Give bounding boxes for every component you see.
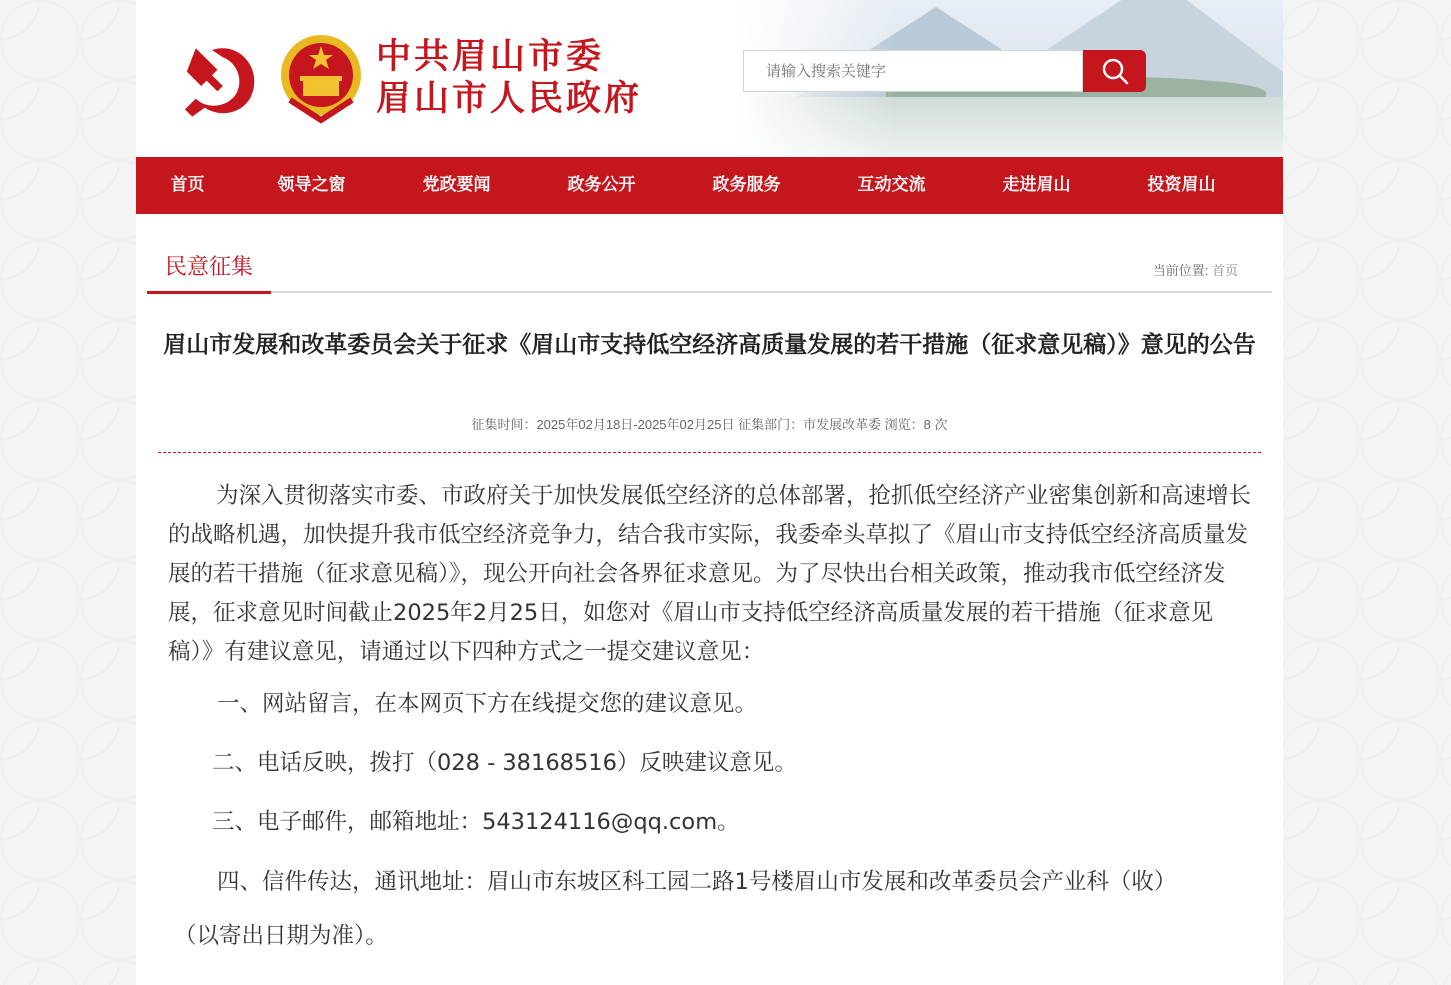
site-header [136,0,1283,157]
nav-item-news[interactable]: 党政要闻 [422,175,491,195]
site-title-line1: 中共眉山市委 [376,36,605,77]
main-nav [136,157,1283,214]
section-title: 民意征集 [147,250,271,294]
nav-item-leaders[interactable]: 领导之窗 [277,175,346,195]
site-title-line2: 眉山市人民政府 [376,78,643,119]
method-mail: 四、信件传达，通讯地址：眉山市东坡区科工园二路1号楼眉山市发展和改革委员会产业科（收） [217,869,1177,895]
breadcrumb-label: 当前位置: [1152,263,1209,278]
nav-item-about[interactable]: 走进眉山 [1002,175,1071,195]
article-meta: 征集时间：2025年02月18日-2025年02月25日 征集部门：市发展改革委 浏览：8 次 [471,417,948,432]
search-icon [1101,57,1129,85]
breadcrumb [1153,260,1238,279]
search-input[interactable] [743,50,1083,92]
party-emblem-icon [176,32,266,122]
article-intro: 为深入贯彻落实市委、市政府关于加快发展低空经济的总体部署，抢抓低空经济产业密集创新和高速增长的战略机遇，加快提升我市低空经济竞争力，结合我市实际，我委牵头草拟了《眉山市支持低空经济高质量发展的若干措施（征求意见稿）》，现公开向社会各界征求意见。为了尽快出台相关政策，推动我市低空经济发展，征求意见时间截止2025年2月25日，如您对《眉山市支持低空经济高质量发展的若干措施（征求意见稿）》有建议意见，请通过以下四种方式之一提交建议意见： [168,483,1252,665]
national-emblem-icon [278,30,364,124]
nav-item-gov-affairs[interactable]: 政务公开 [567,175,636,195]
search-button[interactable] [1083,50,1146,92]
nav-item-interaction[interactable]: 互动交流 [857,175,926,195]
breadcrumb-home-link[interactable]: 首页 [1211,263,1238,278]
article-body [168,477,1253,672]
method-mail-note: （以寄出日期为准）。 [174,923,388,949]
nav-item-invest[interactable]: 投资眉山 [1147,175,1216,195]
site-title [376,36,642,120]
title-divider [158,452,1261,453]
method-email: 三、电子邮件，邮箱地址：543124116@qq.com。 [212,809,740,835]
page-container [136,0,1283,985]
nav-item-services[interactable]: 政务服务 [712,175,781,195]
method-website: 一、网站留言，在本网页下方在线提交您的建议意见。 [217,691,758,717]
method-phone: 二、电话反映，拨打（028 - 38168516）反映建议意见。 [212,750,797,776]
article-title: 眉山市发展和改革委员会关于征求《眉山市支持低空经济高质量发展的若干措施（征求意见稿）》意见的公告 [163,332,1256,358]
section-header [147,244,1272,293]
nav-item-home[interactable]: 首页 [170,175,205,195]
